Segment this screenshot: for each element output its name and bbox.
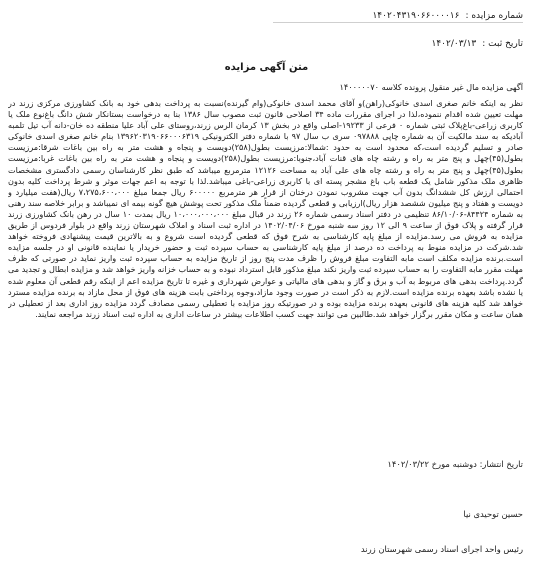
publish-date-row (387, 459, 523, 469)
registration-date-label: تاریخ ثبت : (482, 39, 523, 49)
auction-number-value: ۱۴۰۲۰۴۳۱۹۰۶۶۰۰۰۰۱۶ (372, 11, 460, 21)
notice-title: متن آگهی مزایده (224, 62, 309, 73)
signer-name: حسین توحیدی نیا (463, 509, 523, 519)
registration-date-row (432, 38, 523, 50)
registration-date-value: ۱۴۰۲/۰۳/۱۳ (431, 39, 477, 49)
publish-date-label: تاریخ انتشار: (479, 459, 523, 469)
auction-number-row (372, 10, 523, 22)
publish-date-value: دوشنبه مورخ ۱۴۰۲/۰۳/۲۲ (387, 459, 477, 469)
notice-body: نظر به اینکه خانم صغری اسدی خانوکی(راهن)و آقای محمد اسدی خانوکی(وام گیرنده)نسبت به پرداخت بدهی خود به بانک کشاورزی مرکزی زرند در مهلت تعیین شده اقدام ننموده،لذا در اجرای مقررات ماده ۳۴ اصلاحی قانون ثبت مصوب سال ۱۳۸۶ بنا به درخواست بستانکار شش دانگ باغ‌نوع ملک یا کاربری زراعی-باغ‌پلاک ثبتی شماره ۰ فرعی از ۱۹۲۳۳-اصلی واقع در بخش ۱۳ کرمان الرس زرند،روستای علی آباد علیا منطقه ده خان-دانه آب تیل تلمبه آبادیکه به سند مالکیت آن به شماره چاپی ۰۹۷۸۸۸ سری ب سال ۹۷ با شماره دفتر الکترونیکی ۱۳۹۶۲۰۳۱۹۰۶۶۰۰۰۶۳۱۹ بنام خانم صغری اسدی خانوکی صادر و تسلیم گردیده است،که محدود است به حدود :شمالا:مرزیست بطول(۲۵۸)دویست و پنجاه و هشت متر به راه بین باغات شرقا:مرزیست بطول(۴۵)چهل و پنج متر به راه و رشته چاه های قنات آباد،جنوبا:مرزیست بطول(۲۵۸)دویست و پنجاه و هشت متر به راه بین باغات غربا:مرزیست بطول(۴۵)چهل و پنج متر به راه و رشته چاه های علی آباد به مساحت ۱۲۱۲۶ مترمربع میباشد که طبق نظر کارشناسان رسمی دادگستری مشخصات ظاهری ملک مذکور شامل یک قطعه باب باغ مشجر پسته ای با کاربری زراعی-باغی میباشد.لذا با توجه به اعم جهات موثر و شرط پرداخت کلیه بدون احتمالی ارزش کل ششدانگ بدون آب جهت مشروب نمودن درختان از قرار هر مترمربع ۶۰۰۰۰۰ ریال جمعا مبلغ ۷،۲۷۵،۶۰۰،۰۰۰ ریال(هفت میلیارد و دویست و هفتاد و پنج میلیون ششصد هزار ریال)ارزیابی و قطعی گردیده ضمناً ملک مذکور تحت پوشش هیچ گونه بیمه ای نمیباشد و برابر خلاصه سند رهنی به شماره ۸۴۴۲۴-۸۶/۱۰/۰۶ تنظیمی در دفتر اسناد رسمی شماره ۲۶ زرند در قبال مبلغ ۱۰،۰۰۰،۰۰۰،۰۰۰ ریال بمدت ۱۰ سال در رهن بانک کشاورزی زرند قرار گرفته و پلاک فوق از ساعت ۹ الی ۱۲ روز سه شنبه مورخ ۱۴۰۲/۰۴/۰۶ در اداره ثبت اسناد و املاک شهرستان زرند واقع در بلوار فردوس از طریق مزایده به فروش می رسد.مزایده از مبلغ پایه کارشناسی به شرح فوق که قطعی گردیده است شروع و به بالاترین قیمت پیشنهادی فروخته خواهد شد.شرکت در مزایده منوط به پرداخت ده درصد از مبلغ پایه کارشناسی به حساب سپرده ثبت و حضور خریدار یا نماینده قانونی او در جلسه مزایده است.برنده مزایده مکلف است مابه التفاوت مبلغ فروش را ظرف مدت پنج روز از تاریخ مزایده به حساب سپرده ثبت واریز نماید در صورتی که ظرف مهلت مقرر مابه التفاوت را به حساب سپرده ثبت واریز نکند مبلغ مذکور قابل استرداد نبوده و به حساب خزانه واریز خواهد شد و مزایده ابطال و تجدید می گردد.پرداخت بدهی های مربوط به آب و برق و گاز و بدهی های مالیاتی و عوارض شهرداری و غیره تا تاریخ مزایده اعم از اینکه رقم قطعی آن معلوم شده یا نشده باشد بعهده برنده مزایده است.لازم به ذکر است در صورت وجود مازاد،وجوه پرداختی بابت هزینه های فوق از محل مازاد به برنده مزایده مسترد خواهد شد کلیه هزینه های قانونی بعهده برنده مزایده بوده و در صورتیکه روز مزایده با تعطیلی رسمی مصادف گردد مزایده روز اداری بعد از تعطیلی در همان ساعت و مکان مقرر برگزار خواهد شد.طالبین می توانند جهت کسب اطلاعات بیشتر در ساعات اداری به اداره ثبت اسناد زرند مراجعه نمایند. (8, 98, 523, 319)
header-divider (273, 22, 523, 23)
auction-number-label: شماره مزایده : (465, 11, 523, 21)
notice-subtitle: آگهی مزایده مال غیر منقول پرونده کلاسه ۱۴۰۰۰۰۰۷۰ (339, 82, 523, 92)
signer-title: رئیس واحد اجرای اسناد رسمی شهرستان زرند (360, 544, 523, 554)
